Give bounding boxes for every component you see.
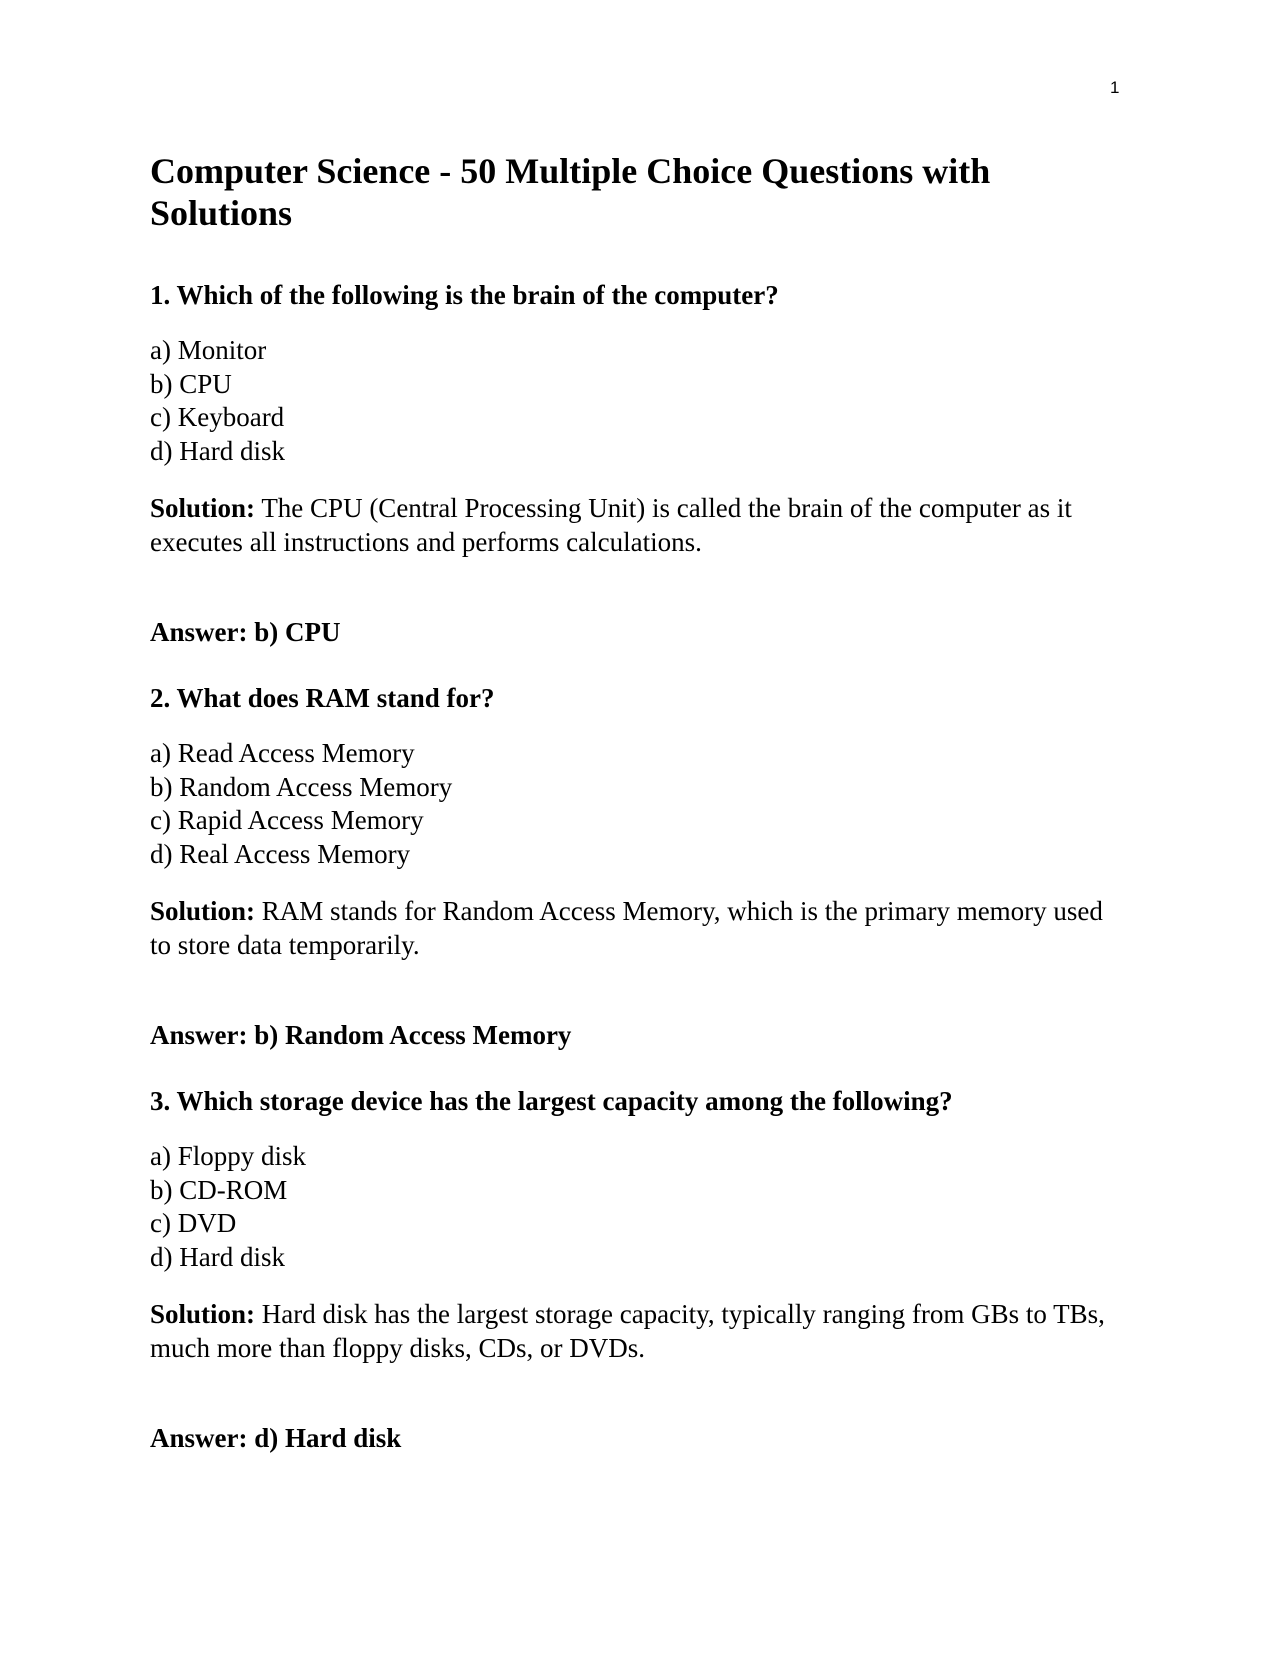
option-item: b) CPU	[150, 368, 232, 399]
option-item: c) Rapid Access Memory	[150, 805, 424, 835]
page-number: 1	[1110, 78, 1120, 97]
solution-text: Hard disk has the largest storage capacity, typically ranging from GBs to TBs, much more than floppy disks, CDs, or DVDs.	[150, 1299, 1105, 1363]
question-text: 1. Which of the following is the brain of the computer?	[150, 280, 779, 310]
options-list	[150, 1140, 1130, 1274]
solution-label: Solution:	[150, 896, 256, 926]
solution-text: The CPU (Central Processing Unit) is called the brain of the computer as it executes all instructions and performs calculations.	[150, 493, 1072, 557]
option-item: d) Hard disk	[150, 1241, 285, 1272]
option-item: a) Monitor	[150, 335, 267, 365]
answer-line: Answer: d) Hard disk	[150, 1423, 402, 1453]
solution-text: RAM stands for Random Access Memory, which is the primary memory used to store data temporarily.	[150, 896, 1103, 960]
option-item: a) Floppy disk	[150, 1141, 307, 1171]
option-item: d) Hard disk	[150, 435, 285, 466]
option-item: c) DVD	[150, 1208, 237, 1238]
question-text: 3. Which storage device has the largest capacity among the following?	[150, 1086, 953, 1116]
question-text: 2. What does RAM stand for?	[150, 683, 495, 713]
solution-paragraph	[150, 1298, 1130, 1365]
option-item: b) Random Access Memory	[150, 771, 453, 802]
options-list	[150, 334, 1130, 468]
option-item: b) CD-ROM	[150, 1174, 288, 1205]
question-block	[150, 1084, 1130, 1455]
option-item: a) Read Access Memory	[150, 738, 415, 768]
answer-line: Answer: b) Random Access Memory	[150, 1020, 572, 1050]
page-content	[150, 150, 1130, 1455]
answer-line: Answer: b) CPU	[150, 617, 341, 647]
option-item: c) Keyboard	[150, 402, 285, 432]
solution-paragraph	[150, 492, 1130, 559]
question-block	[150, 681, 1130, 1052]
options-list	[150, 737, 1130, 871]
solution-label: Solution:	[150, 1299, 256, 1329]
solution-paragraph	[150, 895, 1130, 962]
document-title: Computer Science - 50 Multiple Choice Questions with Solutions	[150, 151, 991, 233]
option-item: d) Real Access Memory	[150, 838, 411, 869]
solution-label: Solution:	[150, 493, 256, 523]
question-block	[150, 278, 1130, 649]
